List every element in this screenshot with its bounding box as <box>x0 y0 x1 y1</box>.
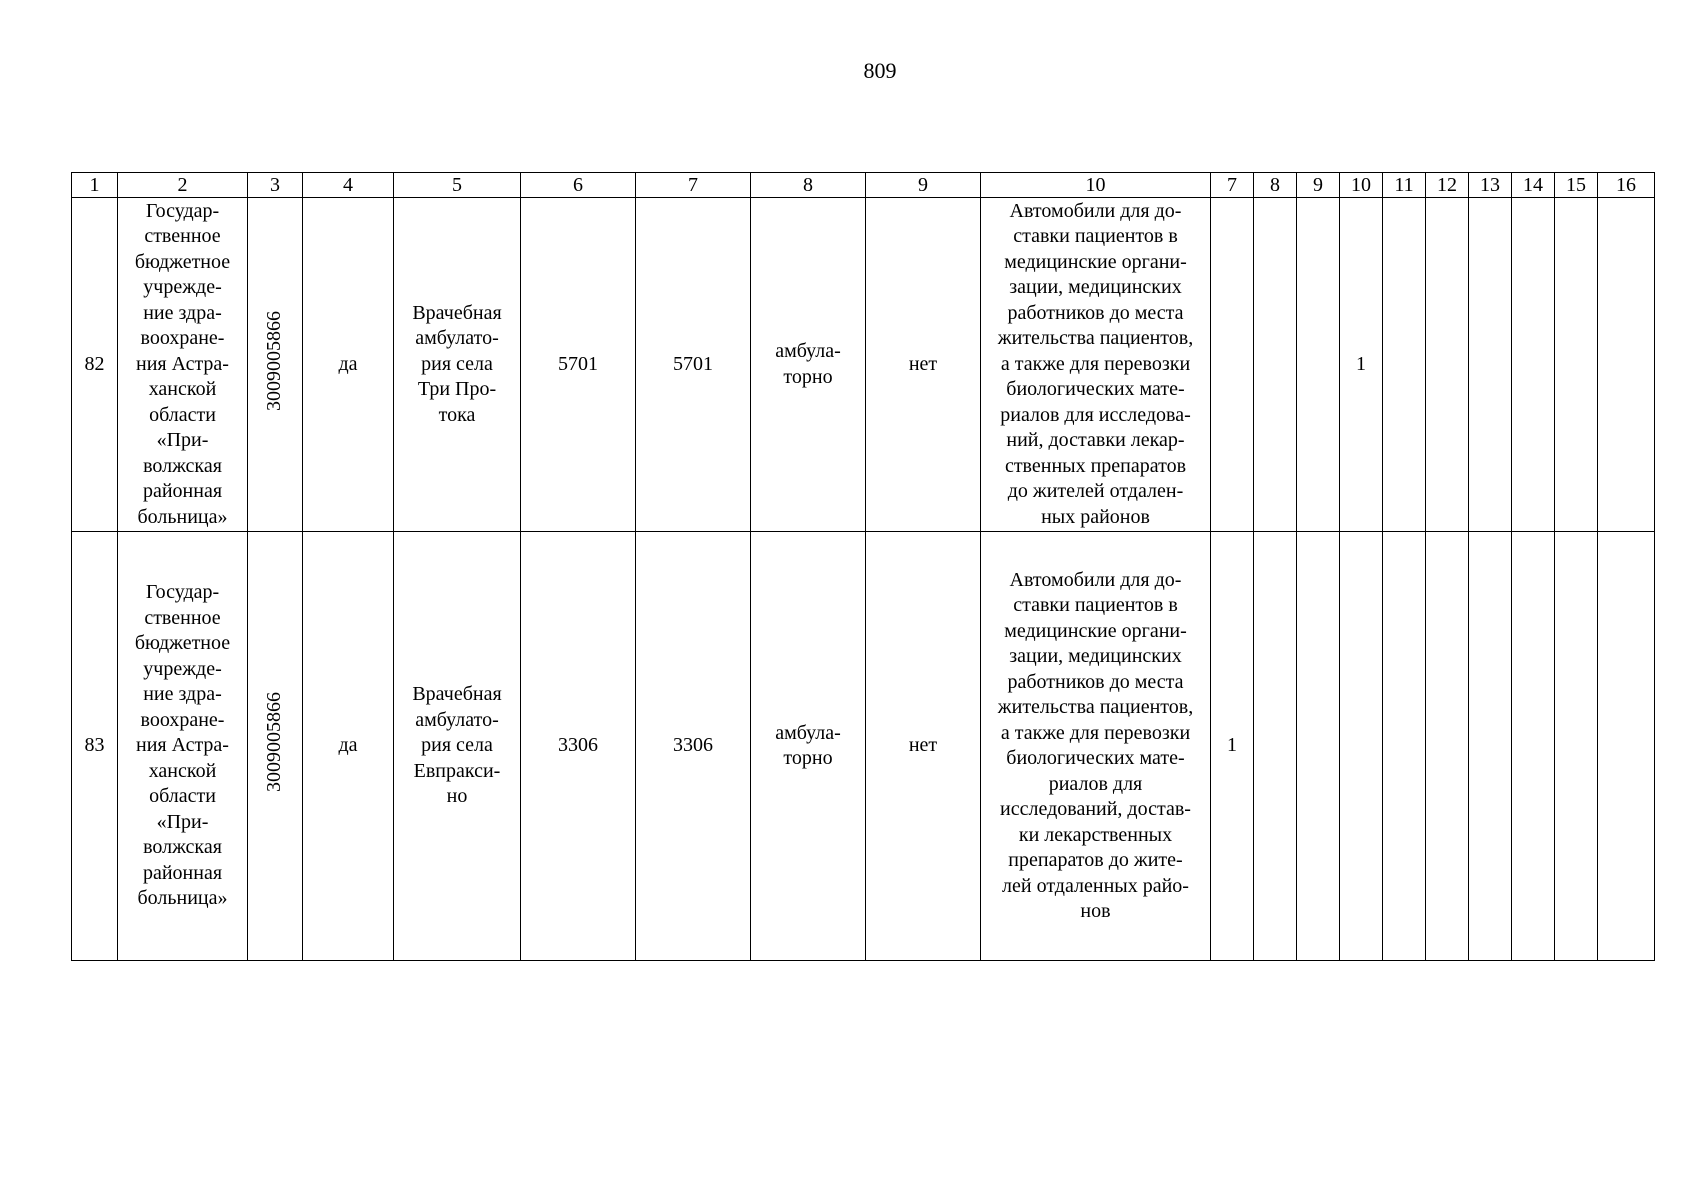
row-number-cell: 82 <box>72 198 118 532</box>
column-header: 16 <box>1598 173 1655 198</box>
extra-cell <box>1555 198 1598 532</box>
extra-cell <box>1254 198 1297 532</box>
extra-cell <box>1297 532 1340 961</box>
extra-cell <box>1254 532 1297 961</box>
column-header: 8 <box>1254 173 1297 198</box>
column-header: 13 <box>1469 173 1512 198</box>
column-header: 12 <box>1426 173 1469 198</box>
code-text: 3009005866 <box>263 692 286 793</box>
extra-cell <box>1383 198 1426 532</box>
row-number-cell: 83 <box>72 532 118 961</box>
description-text: Автомобили для до- ставки пациентов в медицинские органи- зации, медицинских работников до места жительства пациентов, а также для перевозки биологических мате- риалов для исследова- ний, доставки лекар- ственных препаратов до жителей отдален- ных районов <box>997 199 1194 528</box>
facility-text: Врачебная амбулато- рия села Евпракси- но <box>412 683 502 808</box>
flag-cell: да <box>303 198 394 532</box>
column-header: 1 <box>72 173 118 198</box>
extra-cell <box>1469 532 1512 961</box>
care-type-text: амбула- торно <box>775 340 841 388</box>
extra-cell <box>1211 198 1254 532</box>
extra-cell <box>1426 198 1469 532</box>
care-type-cell <box>751 198 866 532</box>
column-header: 7 <box>636 173 751 198</box>
extra-cell <box>1598 198 1655 532</box>
description-cell <box>981 532 1211 961</box>
extra-cell <box>1598 532 1655 961</box>
care-type-text: амбула- торно <box>775 721 841 769</box>
extra-cell: 1 <box>1211 532 1254 961</box>
value-cell-6: 5701 <box>521 198 636 532</box>
column-header: 3 <box>248 173 303 198</box>
column-header: 7 <box>1211 173 1254 198</box>
extra-cell <box>1469 198 1512 532</box>
extra-cell: 1 <box>1340 198 1383 532</box>
column-header: 9 <box>1297 173 1340 198</box>
column-header: 6 <box>521 173 636 198</box>
code-cell <box>248 532 303 961</box>
column-header: 4 <box>303 173 394 198</box>
institution-text: Государ- ственное бюджетное учрежде- ние здра- воохране- ния Астра- ханской области «При- волжская районная больница» <box>134 581 231 910</box>
extra-cell <box>1383 532 1426 961</box>
description-cell <box>981 198 1211 532</box>
table-row <box>72 198 1655 532</box>
extra-cell <box>1512 198 1555 532</box>
column-header: 14 <box>1512 173 1555 198</box>
facility-text: Врачебная амбулато- рия села Три Про- тока <box>412 301 502 426</box>
value-cell-7: 5701 <box>636 198 751 532</box>
care-type-cell <box>751 532 866 961</box>
column-header: 10 <box>1340 173 1383 198</box>
facility-cell <box>394 198 521 532</box>
extra-cell <box>1555 532 1598 961</box>
value-cell-7: 3306 <box>636 532 751 961</box>
extra-cell <box>1340 532 1383 961</box>
data-table <box>71 172 1655 961</box>
flag-cell: да <box>303 532 394 961</box>
description-text: Автомобили для до- ставки пациентов в медицинские органи- зации, медицинских работников до места жительства пациентов, а также для перевозки биологических мате- риалов для исследований, достав- ки лекарственных препаратов до жите- лей отдаленных райо- нов <box>997 568 1194 922</box>
code-cell <box>248 198 303 532</box>
institution-text: Государ- ственное бюджетное учрежде- ние здра- воохране- ния Астра- ханской области «При- волжская районная больница» <box>134 199 231 528</box>
code-text: 3009005866 <box>263 310 286 411</box>
institution-cell <box>118 532 248 961</box>
table-row <box>72 532 1655 961</box>
extra-cell <box>1512 532 1555 961</box>
page-number: 809 <box>863 58 897 83</box>
extra-cell <box>1426 532 1469 961</box>
value-cell-9: нет <box>866 532 981 961</box>
value-cell-6: 3306 <box>521 532 636 961</box>
extra-cell <box>1297 198 1340 532</box>
column-header: 10 <box>981 173 1211 198</box>
facility-cell <box>394 532 521 961</box>
column-header: 8 <box>751 173 866 198</box>
column-header: 5 <box>394 173 521 198</box>
column-header: 9 <box>866 173 981 198</box>
column-header: 15 <box>1555 173 1598 198</box>
value-cell-9: нет <box>866 198 981 532</box>
institution-cell <box>118 198 248 532</box>
column-header: 11 <box>1383 173 1426 198</box>
table-header-row <box>72 173 1655 198</box>
column-header: 2 <box>118 173 248 198</box>
